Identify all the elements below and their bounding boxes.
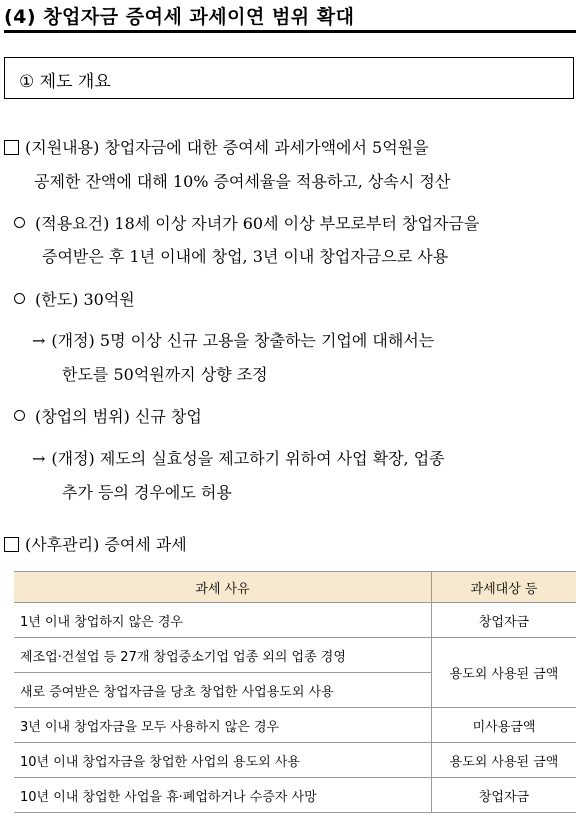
limit-revision-line-1: (개정) 5명 이상 신규 고용을 창출하는 기업에 대해서는 <box>51 331 435 350</box>
bullet-limit <box>14 287 135 310</box>
bullet-support <box>4 135 429 158</box>
cell-target: 창업자금 <box>432 778 577 813</box>
circle-bullet-icon <box>14 410 25 421</box>
scope-revision <box>32 446 445 469</box>
requirement-line-2: 증여받은 후 1년 이내에 창업, 3년 이내 창업자금으로 사용 <box>42 247 449 266</box>
square-bullet-icon <box>4 537 19 552</box>
cell-reason: 제조업·건설업 등 27개 창업중소기업 업종 외의 업종 경영 <box>14 638 432 673</box>
cell-target: 창업자금 <box>432 603 577 638</box>
bullet-scope <box>14 404 202 427</box>
section-heading: ① 제도 개요 <box>19 72 111 92</box>
taxation-table <box>14 571 576 813</box>
scope-text: (창업의 범위) 신규 창업 <box>35 407 202 426</box>
arrow-icon: → <box>32 449 46 468</box>
scope-revision-line-1: (개정) 제도의 실효성을 제고하기 위하여 사업 확장, 업종 <box>51 449 445 468</box>
post-management-text: (사후관리) 증여세 과세 <box>25 535 187 554</box>
support-line-2: 공제한 잔액에 대해 10% 증여세율을 적용하고, 상속시 정산 <box>34 172 451 191</box>
cell-reason: 10년 이내 창업한 사업을 휴·폐업하거나 수증자 사망 <box>14 778 432 813</box>
limit-revision <box>32 328 434 351</box>
bullet-requirement <box>14 211 479 234</box>
scope-revision-line-2: 추가 등의 경우에도 허용 <box>62 483 232 502</box>
cell-reason: 새로 증여받은 창업자금을 당초 창업한 사업용도외 사용 <box>14 673 432 708</box>
circle-bullet-icon <box>14 293 25 304</box>
table-row <box>14 778 576 813</box>
header-reason: 과세 사유 <box>14 572 432 603</box>
table-row <box>14 743 576 778</box>
requirement-line-1: (적용요건) 18세 이상 자녀가 60세 이상 부모로부터 창업자금을 <box>35 214 480 233</box>
arrow-icon: → <box>32 331 46 350</box>
table-header-row <box>14 572 576 603</box>
page-title: (4) 창업자금 증여세 과세이연 범위 확대 <box>4 6 355 28</box>
limit-revision-line-2: 한도를 50억원까지 상향 조정 <box>62 365 268 384</box>
section-box <box>4 57 574 99</box>
support-line-1: (지원내용) 창업자금에 대한 증여세 과세가액에서 5억원을 <box>25 138 429 157</box>
table-row <box>14 708 576 743</box>
cell-target: 용도외 사용된 금액 <box>432 638 577 708</box>
table-row <box>14 603 576 638</box>
cell-target: 미사용금액 <box>432 708 577 743</box>
circle-bullet-icon <box>14 217 25 228</box>
header-target: 과세대상 등 <box>432 572 577 603</box>
cell-target: 용도외 사용된 금액 <box>432 743 577 778</box>
bullet-post-management <box>4 532 187 555</box>
title-underline <box>4 30 576 33</box>
cell-reason: 10년 이내 창업자금을 창업한 사업의 용도외 사용 <box>14 743 432 778</box>
limit-text: (한도) 30억원 <box>35 290 135 309</box>
table-row <box>14 638 576 673</box>
square-bullet-icon <box>4 140 19 155</box>
cell-reason: 1년 이내 창업하지 않은 경우 <box>14 603 432 638</box>
cell-reason: 3년 이내 창업자금을 모두 사용하지 않은 경우 <box>14 708 432 743</box>
